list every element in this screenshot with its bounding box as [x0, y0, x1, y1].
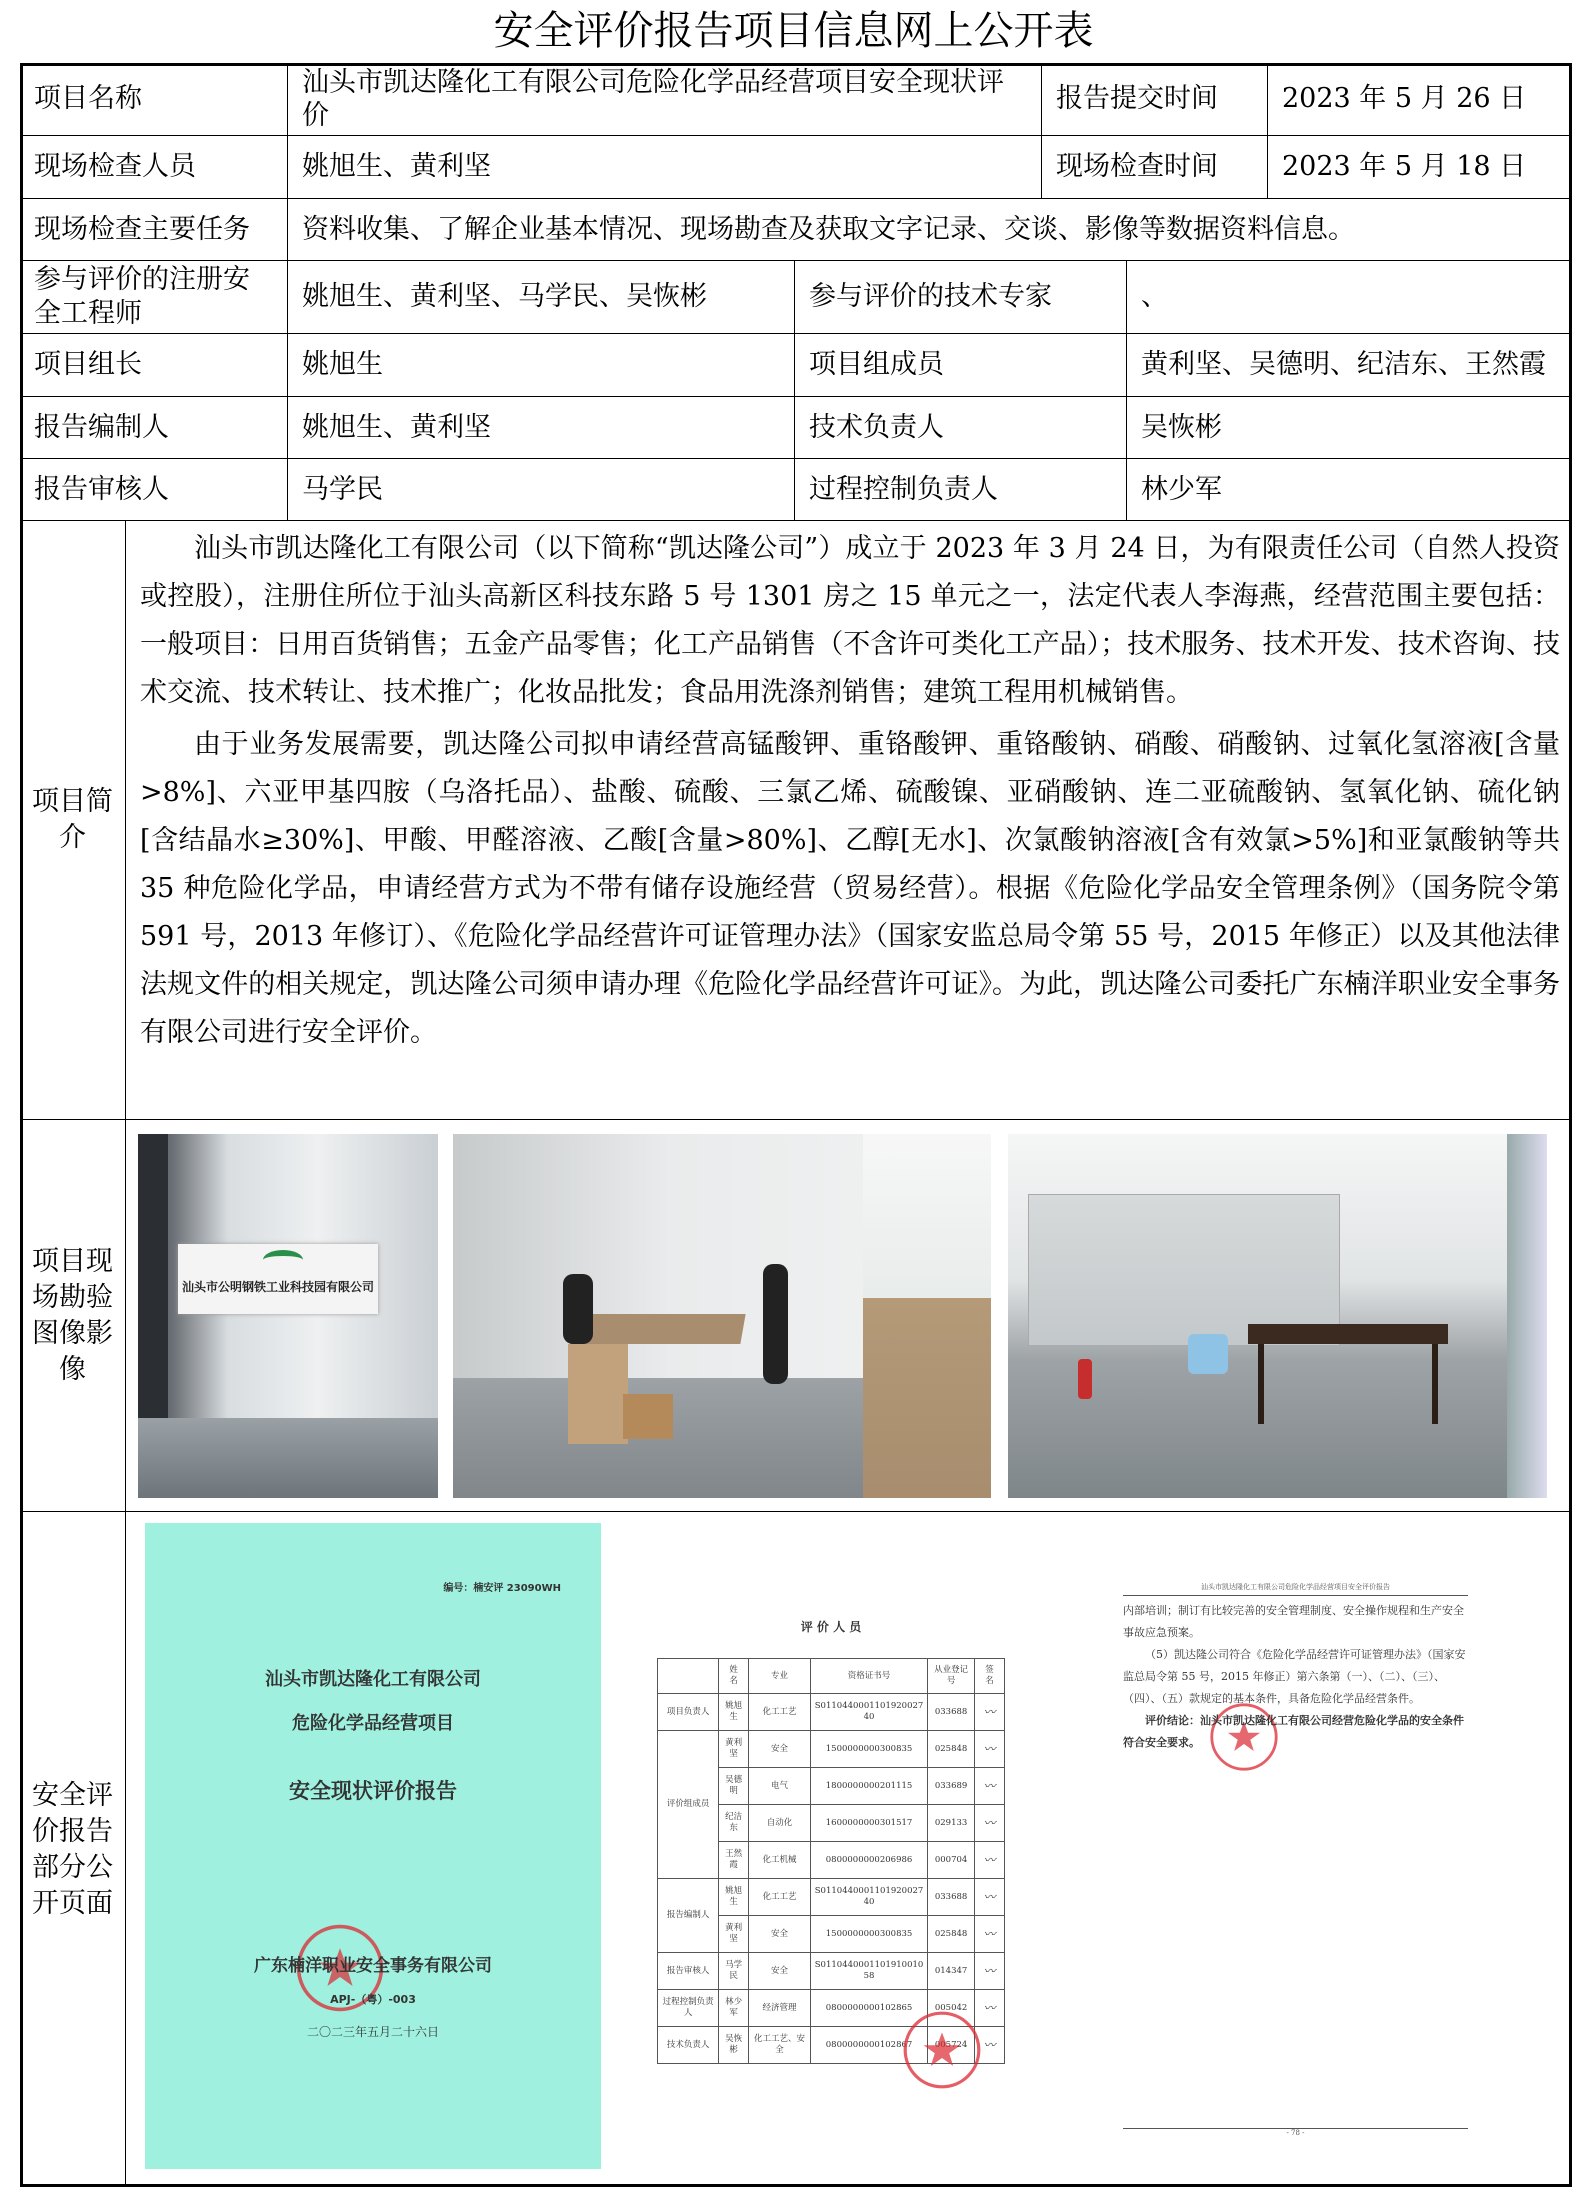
signature: 〰: [975, 1842, 1005, 1879]
personnel-cell: 姚旭生: [719, 1694, 749, 1731]
photo-office: [453, 1134, 991, 1498]
water-bottles: [1188, 1334, 1228, 1374]
cover-company-name: 汕头市凯达隆化工有限公司: [265, 1669, 481, 1690]
leader-value: 姚旭生: [288, 334, 795, 397]
inspectors-value: 姚旭生、黄利坚: [288, 136, 1042, 199]
personnel-cell: 评价组成员: [658, 1731, 719, 1879]
engineers-value: 姚旭生、黄利坚、马学民、吴恢彬: [288, 261, 795, 334]
personnel-row: [658, 1694, 1005, 1731]
personnel-cell: 014347: [928, 1953, 975, 1990]
personnel-header-row: [658, 1659, 1005, 1694]
personnel-cell: 化工工艺、安全: [749, 2027, 811, 2064]
experts-value: 、: [1127, 261, 1572, 334]
inspect-time-label: 现场检查时间: [1042, 136, 1268, 199]
photos-label: 项目现场勘验图像影像: [20, 1120, 126, 1512]
company-seal-icon: [902, 2010, 982, 2090]
signboard-text: 汕头市公明钢铁工业科技园有限公司: [182, 1280, 375, 1294]
chair: [763, 1264, 788, 1384]
personnel-cell: 黄利坚: [719, 1916, 749, 1953]
personnel-cell: 林少军: [719, 1990, 749, 2027]
personnel-title: 评 价 人 员: [800, 1620, 862, 1634]
page-conclusion: 评价结论：汕头市凯达隆化工有限公司经营危险化学品的安全条件符合安全要求。: [1123, 1714, 1464, 1749]
personnel-cell: 1500000000300835: [810, 1731, 927, 1768]
fire-extinguisher: [1078, 1359, 1092, 1399]
cover-license-code: APJ-（粤）-003: [330, 1993, 416, 2006]
personnel-cell: 033689: [928, 1768, 975, 1805]
personnel-cell: 报告编制人: [658, 1879, 719, 1953]
main-task-label: 现场检查主要任务: [20, 199, 288, 261]
cover-report-title: 安全现状评价报告: [289, 1779, 457, 1803]
signature: 〰: [975, 1694, 1005, 1731]
personnel-row: [658, 1879, 1005, 1916]
personnel-cell: 吴德明: [719, 1768, 749, 1805]
personnel-cell: S011044000110192002740: [810, 1694, 927, 1731]
personnel-header-cell: 签 名: [975, 1659, 1005, 1694]
experts-label: 参与评价的技术专家: [795, 261, 1127, 334]
personnel-cell: 0800000000102867: [810, 2027, 927, 2064]
company-signboard: [178, 1244, 378, 1314]
personnel-cell: 黄利坚: [719, 1731, 749, 1768]
signature: 〰: [975, 1805, 1005, 1842]
process-lead-value: 林少军: [1127, 459, 1572, 521]
compiler-label: 报告编制人: [20, 397, 288, 459]
personnel-cell: 1600000000301517: [810, 1805, 927, 1842]
intro-paragraph-1: 汕头市凯达隆化工有限公司（以下简称“凯达隆公司”）成立于 2023 年 3 月 24 日，为有限责任公司（自然人投资或控股），注册住所位于汕头高新区科技东路 5 号 1301 房之 15 单元之一，法定代表人李海燕，经营范围主要包括：一般项目：日用百货销售；五金产品零售；化工产品销售（不含许可类化工产品）；技术服务、技术开发、技术咨询、技术交流、技术转让、技术推广；化妆品批发；食品用洗涤剂销售；建筑工程用机械销售。: [140, 533, 1560, 708]
personnel-cell: 安全: [749, 1731, 811, 1768]
personnel-cell: 0800000000102865: [810, 1990, 927, 2027]
cover-project-name: 危险化学品经营项目: [292, 1713, 454, 1734]
personnel-cell: 005042: [928, 1990, 975, 2027]
personnel-cell: 化工机械: [749, 1842, 811, 1879]
personnel-cell: 033688: [928, 1694, 975, 1731]
personnel-row: [658, 1953, 1005, 1990]
personnel-cell: 经济管理: [749, 1990, 811, 2027]
personnel-header-cell: 专业: [749, 1659, 811, 1694]
compiler-value: 姚旭生、黄利坚: [288, 397, 795, 459]
floor: [138, 1418, 438, 1498]
signature: 〰: [975, 1990, 1005, 2027]
personnel-cell: 005724: [928, 2027, 975, 2064]
signature: 〰: [975, 1731, 1005, 1768]
signature: 〰: [975, 2027, 1005, 2064]
intro-text: [126, 521, 1572, 1120]
company-logo: [263, 1250, 303, 1270]
personnel-header-cell: [658, 1659, 719, 1694]
personnel-cell: 033688: [928, 1879, 975, 1916]
personnel-cell: 马学民: [719, 1953, 749, 1990]
personnel-cell: 报告审核人: [658, 1953, 719, 1990]
personnel-page: [657, 1600, 1005, 2130]
personnel-cell: 安全: [749, 1916, 811, 1953]
intro-label: 项目简介: [20, 521, 126, 1120]
meeting-table: [1248, 1324, 1448, 1344]
cover-evaluator: 广东楠洋职业安全事务有限公司: [254, 1956, 492, 1976]
boxes: [623, 1394, 673, 1439]
personnel-cell: S011044000110191001058: [810, 1953, 927, 1990]
engineers-label: 参与评价的注册安全工程师: [20, 261, 288, 334]
signature: 〰: [975, 1879, 1005, 1916]
personnel-header-cell: 从业登记号: [928, 1659, 975, 1694]
submit-time-value: 2023 年 5 月 26 日: [1268, 63, 1572, 136]
intro-paragraph-2: 由于业务发展需要，凯达隆公司拟申请经营高锰酸钾、重铬酸钾、重铬酸钠、硝酸、硝酸钠、过氧化氢溶液[含量>8%]、六亚甲基四胺（乌洛托品）、盐酸、硫酸、三氯乙烯、硫酸镍、亚硝酸钠、连二亚硫酸钠、氢氧化钠、硫化钠[含结晶水≥30%]、甲酸、甲醛溶液、乙酸[含量>80%]、乙醇[无水]、次氯酸钠溶液[含有效氯>5%]和亚氯酸钠等共 35 种危险化学品，申请经营方式为不带有储存设施经营（贸易经营）。根据《危险化学品安全管理条例》（国务院令第 591 号，2013 年修订）、《危险化学品经营许可证管理办法》（国家安监总局令第 55 号，2015 年修正）以及其他法律法规文件的相关规定，凯达隆公司须申请办理《危险化学品经营许可证》。为此，凯达隆公司委托广东楠洋职业安全事务有限公司进行安全评价。: [140, 729, 1560, 1048]
page-header: 汕头市凯达隆化工有限公司危险化学品经营项目安全评价报告: [1123, 1582, 1468, 1596]
tech-lead-value: 吴恢彬: [1127, 397, 1572, 459]
page-paragraph: （5）凯达隆公司符合《危险化学品经营许可证管理办法》（国家安监总局令第 55 号，2015 年修正）第六条第（一）、（二）、（三）、（四）、（五）款规定的基本条件，具备危险化学品经营条件。: [1123, 1648, 1466, 1705]
personnel-header-cell: 姓 名: [719, 1659, 749, 1694]
personnel-header-cell: 资格证书号: [810, 1659, 927, 1694]
signature: 〰: [975, 1916, 1005, 1953]
reviewer-value: 马学民: [288, 459, 795, 521]
personnel-cell: 025848: [928, 1731, 975, 1768]
personnel-cell: 1800000000201115: [810, 1768, 927, 1805]
personnel-cell: 1500000000300835: [810, 1916, 927, 1953]
page-title: 安全评价报告项目信息网上公开表: [493, 8, 1094, 54]
personnel-cell: 化工工艺: [749, 1694, 811, 1731]
table-legs: [1258, 1344, 1438, 1424]
personnel-cell: 电气: [749, 1768, 811, 1805]
personnel-cell: 自动化: [749, 1805, 811, 1842]
photo-meeting-room: [1008, 1134, 1547, 1498]
personnel-cell: 王然霞: [719, 1842, 749, 1879]
desk: [570, 1314, 745, 1344]
personnel-cell: 吴恢彬: [719, 2027, 749, 2064]
personnel-cell: 029133: [928, 1805, 975, 1842]
report-cover: [145, 1523, 601, 2169]
personnel-cell: 纪洁东: [719, 1805, 749, 1842]
process-lead-label: 过程控制负责人: [795, 459, 1127, 521]
personnel-cell: 项目负责人: [658, 1694, 719, 1731]
personnel-cell: 000704: [928, 1842, 975, 1879]
personnel-cell: 安全: [749, 1953, 811, 1990]
conclusion-page: [1109, 1572, 1495, 2148]
personnel-cell: 025848: [928, 1916, 975, 1953]
photo-entrance: [138, 1134, 438, 1498]
personnel-cell: S011044000110192002740: [810, 1879, 927, 1916]
inspectors-label: 现场检查人员: [20, 136, 288, 199]
cabinet: [863, 1134, 991, 1498]
members-value: 黄利坚、吴德明、纪洁东、王然霞: [1127, 334, 1572, 397]
tech-lead-label: 技术负责人: [795, 397, 1127, 459]
report-number: 编号：楠安评 23090WH: [443, 1583, 561, 1594]
page-paragraph: 内部培训；制订有比较完善的安全管理制度、安全操作规程和生产安全事故应急预案。: [1123, 1604, 1464, 1639]
submit-time-label: 报告提交时间: [1042, 63, 1268, 136]
personnel-cell: 技术负责人: [658, 2027, 719, 2064]
chair: [563, 1274, 593, 1344]
page-body: [1123, 1600, 1468, 1754]
main-task-value: 资料收集、了解企业基本情况、现场勘查及获取文字记录、交谈、影像等数据资料信息。: [288, 199, 1572, 261]
drawer-cabinet: [568, 1344, 628, 1444]
project-name-value: 汕头市凯达隆化工有限公司危险化学品经营项目安全现状评价: [288, 63, 1042, 136]
page-number: - 78 -: [1123, 2128, 1468, 2137]
reviewer-label: 报告审核人: [20, 459, 288, 521]
cover-date: 二〇二三年五月二十六日: [306, 2025, 439, 2039]
members-label: 项目组成员: [795, 334, 1127, 397]
personnel-cell: 0800000000206986: [810, 1842, 927, 1879]
personnel-row: [658, 1731, 1005, 1768]
inspect-time-value: 2023 年 5 月 18 日: [1268, 136, 1572, 199]
personnel-table: [657, 1658, 1005, 2064]
project-name-label: 项目名称: [20, 63, 288, 136]
signature: 〰: [975, 1953, 1005, 1990]
report-label: 安全评价报告部分公开页面: [20, 1512, 126, 2187]
glass-door: [1507, 1134, 1547, 1498]
signature: 〰: [975, 1768, 1005, 1805]
personnel-cell: 过程控制负责人: [658, 1990, 719, 2027]
leader-label: 项目组长: [20, 334, 288, 397]
personnel-cell: 姚旭生: [719, 1879, 749, 1916]
personnel-cell: 化工工艺: [749, 1879, 811, 1916]
